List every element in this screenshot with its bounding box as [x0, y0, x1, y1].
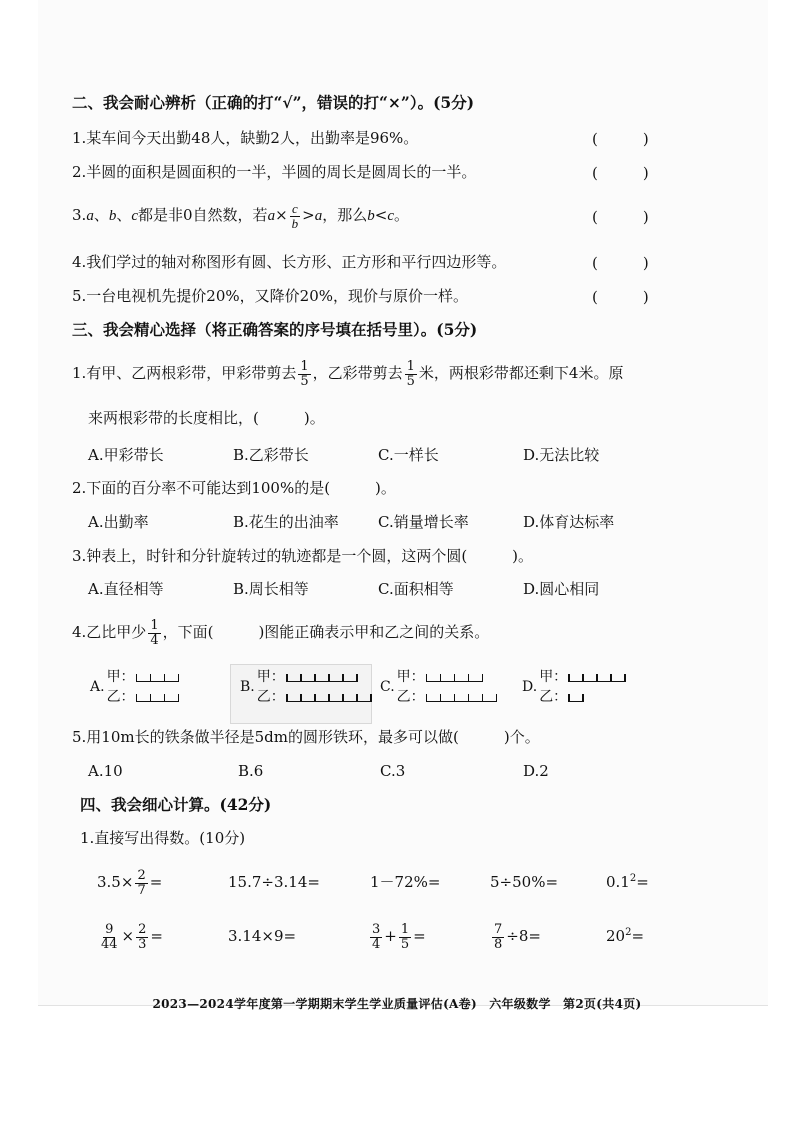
calc-r1-e5: $0.1^2=$ — [606, 873, 649, 891]
diagram-option-d[interactable] — [522, 667, 625, 707]
choice-q3-option-d[interactable]: D.圆心相同 — [523, 580, 600, 598]
diagram-a-jia-bar — [137, 673, 179, 682]
choice-q2-option-c[interactable]: C.销量增长率 — [378, 513, 469, 531]
calc-r1-e1: 3.5× $\frac{2}{7}$ = — [97, 867, 163, 898]
bar-tick — [150, 694, 152, 702]
judge-item-2: 2.半圆的面积是圆面积的一半，半圆的周长是圆周长的一半。 — [72, 163, 477, 181]
bar-tick — [300, 674, 302, 682]
bar-tick — [314, 694, 316, 702]
judge-answer-4[interactable]: ( ) — [592, 254, 649, 272]
bar-tick — [328, 694, 330, 702]
judge-answer-2[interactable]: ( ) — [592, 164, 649, 182]
diagram-a-yi-label: 乙： — [106, 689, 135, 705]
bar-tick — [582, 694, 584, 702]
bar-tick — [164, 694, 166, 702]
diagram-option-c-label: C. — [380, 679, 395, 695]
bar-tick — [178, 674, 180, 682]
diagram-c-jia-label: 甲： — [396, 669, 425, 685]
choice-q5-option-b[interactable]: B.6 — [238, 762, 264, 780]
bar-tick — [136, 694, 138, 702]
section3-title: 三、我会精心选择（将正确答案的序号填在括号里）。(5分) — [72, 320, 478, 339]
diagram-option-c[interactable] — [380, 667, 497, 707]
diagram-b-yi-label: 乙： — [256, 689, 285, 705]
bar-tick — [468, 694, 470, 702]
bar-tick — [150, 674, 152, 682]
diagram-option-b-label: B. — [240, 679, 255, 695]
section4-title: 四、我会细心计算。(42分) — [80, 795, 272, 814]
bar-tick — [286, 674, 288, 682]
bar-tick — [468, 674, 470, 682]
diagram-option-a[interactable] — [90, 667, 179, 707]
bar-tick — [314, 674, 316, 682]
diagram-c-yi-bar — [427, 693, 497, 702]
calc-r2-e5: $20^2=$ — [606, 927, 645, 945]
choice-q1-option-d[interactable]: D.无法比较 — [523, 446, 600, 464]
fraction-one-fifth-a: $\frac{1}{5}$ — [300, 358, 309, 389]
choice-q1-option-c[interactable]: C.一样长 — [378, 446, 439, 464]
choice-q3-option-b[interactable]: B.周长相等 — [233, 580, 309, 598]
choice-q5-option-d[interactable]: D.2 — [523, 762, 549, 780]
bar-tick — [568, 674, 570, 682]
bar-tick — [342, 674, 344, 682]
choice-q1-line2: 来两根彩带的长度相比，( )。 — [88, 409, 325, 427]
diagram-d-jia-bar — [569, 673, 625, 682]
calc-r2-e2: 3.14×9= — [228, 927, 297, 945]
judge-item-5: 5.一台电视机先提价20%，又降价20%，现价与原价一样。 — [72, 287, 468, 305]
bar-tick — [482, 694, 484, 702]
choice-q2-option-b[interactable]: B.花生的出油率 — [233, 513, 339, 531]
bar-tick — [356, 694, 358, 702]
choice-q1-option-b[interactable]: B.乙彩带长 — [233, 446, 309, 464]
calc-r1-e4: 5÷50%= — [490, 873, 559, 891]
exam-page — [38, 0, 768, 1006]
judge-item-3: 3.a、b、c都是非0自然数，若a× $\frac{c}{b}$ >a，那么b<c。 — [72, 200, 409, 231]
bar-tick — [178, 694, 180, 702]
bar-tick — [370, 694, 372, 702]
diagram-c-jia-bar — [427, 673, 483, 682]
choice-q2-option-d[interactable]: D.体育达标率 — [523, 513, 615, 531]
choice-q2: 2.下面的百分率不可能达到100%的是( )。 — [72, 479, 396, 497]
diagram-b-jia-label: 甲： — [256, 669, 285, 685]
bar-tick — [342, 694, 344, 702]
calc-r2-e4: $\frac{7}{8}$ ÷8= — [494, 921, 541, 952]
bar-tick — [596, 674, 598, 682]
fraction-c-over-b: $\frac{c}{b}$ — [291, 200, 299, 231]
choice-q2-option-a[interactable]: A.出勤率 — [88, 513, 149, 531]
bar-tick — [582, 674, 584, 682]
choice-q3: 3.钟表上，时针和分针旋转过的轨迹都是一个圆，这两个圆( )。 — [72, 547, 534, 565]
section4-sub1: 1.直接写出得数。(10分) — [80, 829, 246, 847]
judge-answer-3[interactable]: ( ) — [592, 208, 649, 226]
diagram-a-jia-label: 甲： — [106, 669, 135, 685]
bar-tick — [624, 674, 626, 682]
bar-tick — [286, 694, 288, 702]
choice-q1-option-a[interactable]: A.甲彩带长 — [88, 446, 164, 464]
bar-tick — [440, 694, 442, 702]
diagram-option-b[interactable] — [240, 667, 371, 707]
bar-tick — [328, 674, 330, 682]
diagram-b-yi-bar — [287, 693, 371, 702]
choice-q3-option-a[interactable]: A.直径相等 — [88, 580, 164, 598]
fraction-one-fourth: $\frac{1}{4}$ — [150, 617, 159, 648]
bar-tick — [426, 674, 428, 682]
fraction-one-fifth-b: $\frac{1}{5}$ — [406, 358, 415, 389]
bar-tick — [610, 674, 612, 682]
choice-q5: 5.用10m长的铁条做半径是5dm的圆形铁环，最多可以做( )个。 — [72, 728, 540, 746]
bar-tick — [454, 694, 456, 702]
diagram-option-a-label: A. — [90, 679, 105, 695]
bar-tick — [164, 674, 166, 682]
diagram-c-yi-label: 乙： — [396, 689, 425, 705]
diagram-a-yi-bar — [137, 693, 179, 702]
bar-tick — [568, 694, 570, 702]
calc-r2-e3: $\frac{3}{4}$ + $\frac{1}{5}$ = — [372, 921, 426, 952]
bar-tick — [300, 694, 302, 702]
calc-r1-e3: 1－72%= — [370, 873, 441, 891]
bar-tick — [426, 694, 428, 702]
choice-q5-option-c[interactable]: C.3 — [380, 762, 406, 780]
judge-item-4: 4.我们学过的轴对称图形有圆、长方形、正方形和平行四边形等。 — [72, 253, 507, 271]
diagram-option-d-label: D. — [522, 679, 538, 695]
page-footer: 2023—2024学年度第一学期期末学生学业质量评估(A卷) 六年级数学 第2页(共4页) — [152, 997, 642, 1011]
diagram-b-jia-bar — [287, 673, 357, 682]
choice-q1-line1: 1.有甲、乙两根彩带，甲彩带剪去 $\frac{1}{5}$ ，乙彩带剪去 $\frac{1}{5}$ 米，两根彩带都还剩下4米。原 — [72, 358, 624, 389]
calc-r2-e1: $\frac{9}{44}$ × $\frac{2}{3}$ = — [101, 921, 163, 952]
diagram-d-yi-bar — [569, 693, 583, 702]
judge-answer-1[interactable]: ( ) — [592, 130, 649, 148]
bar-tick — [440, 674, 442, 682]
diagram-d-yi-label: 乙： — [539, 689, 568, 705]
section2-title: 二、我会耐心辨析（正确的打“√”，错误的打“×”）。(5分) — [72, 93, 475, 112]
judge-item-1: 1.某车间今天出勤48人，缺勤2人，出勤率是96%。 — [72, 129, 419, 147]
bar-tick — [356, 674, 358, 682]
choice-q3-option-c[interactable]: C.面积相等 — [378, 580, 454, 598]
bar-tick — [482, 674, 484, 682]
judge-answer-5[interactable]: ( ) — [592, 288, 649, 306]
bar-tick — [136, 674, 138, 682]
diagram-d-jia-label: 甲： — [539, 669, 568, 685]
calc-r1-e2: 15.7÷3.14= — [228, 873, 320, 891]
bar-tick — [496, 694, 498, 702]
choice-q5-option-a[interactable]: A.10 — [88, 762, 123, 780]
choice-q4: 4.乙比甲少 $\frac{1}{4}$ ，下面( )图能正确表示甲和乙之间的关系。 — [72, 617, 490, 648]
bar-tick — [454, 674, 456, 682]
